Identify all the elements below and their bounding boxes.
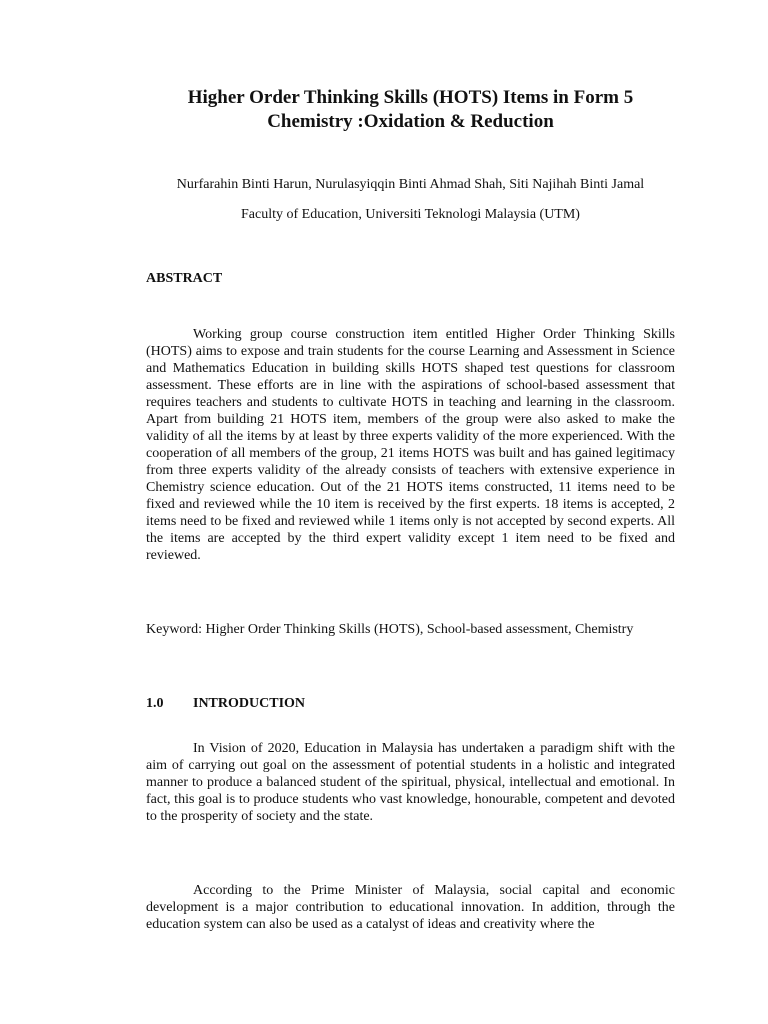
intro-paragraph-2: According to the Prime Minister of Malaysia, social capital and economic development is a major contribution to educational innovation. In addition, through the education system can also be used as a catalyst of ideas and creativity where the xyxy=(146,883,675,932)
section-number: 1.0 xyxy=(146,696,164,711)
intro-paragraph-1: In Vision of 2020, Education in Malaysia has undertaken a paradigm shift with the aim of carrying out goal on the assessment of potential students in a holistic and integrated manner to produce a balanced student of the spiritual, physical, intellectual and emotional. In fact, this goal is to produce students who vast knowledge, honourable, competent and devoted to the prosperity of society and the state. xyxy=(146,741,675,824)
affiliation: Faculty of Education, Universiti Teknologi Malaysia (UTM) xyxy=(241,207,580,222)
section-title: INTRODUCTION xyxy=(193,696,306,711)
section-heading-introduction xyxy=(146,695,305,713)
paper-title: Higher Order Thinking Skills (HOTS) Items in Form 5 Chemistry :Oxidation & Reduction xyxy=(187,87,634,132)
keywords: Keyword: Higher Order Thinking Skills (HOTS), School-based assessment, Chemistry xyxy=(146,622,634,637)
authors: Nurfarahin Binti Harun, Nurulasyiqqin Binti Ahmad Shah, Siti Najihah Binti Jamal xyxy=(176,177,645,192)
abstract-text: Working group course construction item entitled Higher Order Thinking Skills (HOTS) aims to expose and train students for the course Learning and Assessment in Science and Mathematics Education in building skills HOTS shaped test questions for classroom assessment. These efforts are in line with the aspirations of school-based assessment that requires teachers and students to cultivate HOTS in teaching and learning in the classroom. Apart from building 21 HOTS item, members of the group were also asked to make the validity of all the items by at least by three experts validity of the more experienced. With the cooperation of all members of the group, 21 items HOTS was built and has gained legitimacy from three experts validity of the already consists of teachers with extensive experience in Chemistry science education. Out of the 21 HOTS items constructed, 11 items need to be fixed and reviewed while the 10 item is received by the first experts. 18 items is accepted, 2 items need to be fixed and reviewed while 1 items only is not accepted by second experts. All the items are accepted by the third expert validity except 1 item need to be fixed and reviewed. xyxy=(146,327,675,563)
abstract-heading: ABSTRACT xyxy=(146,271,223,286)
